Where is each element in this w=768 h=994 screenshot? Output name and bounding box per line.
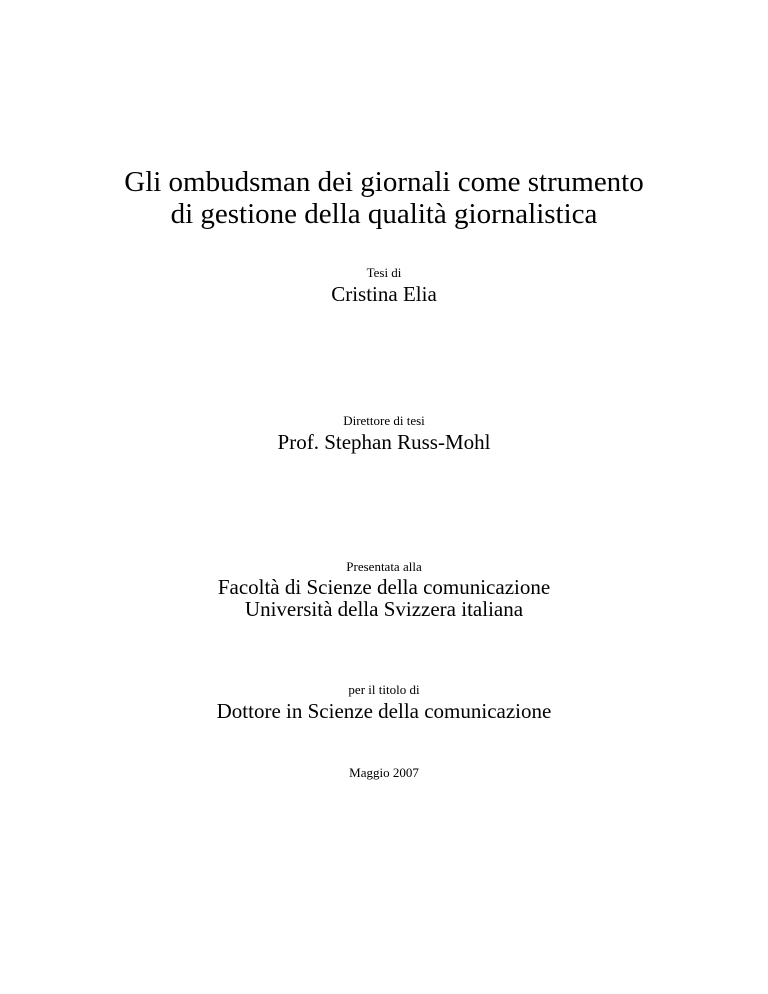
- advisor-label: Direttore di tesi: [343, 413, 425, 428]
- title-line-1: Gli ombudsman dei giornali come strumento: [124, 166, 644, 198]
- university-name: Università della Svizzera italiana: [244, 597, 524, 621]
- author-name: Cristina Elia: [331, 282, 437, 306]
- degree-label: per il titolo di: [348, 682, 420, 697]
- submission-date: Maggio 2007: [349, 765, 419, 780]
- faculty-name: Facoltà di Scienze della comunicazione: [217, 575, 551, 599]
- degree-name: Dottore in Scienze della comunicazione: [216, 699, 552, 723]
- advisor-name: Prof. Stephan Russ-Mohl: [277, 430, 491, 454]
- author-label: Tesi di: [366, 265, 402, 280]
- presented-label: Presentata alla: [346, 559, 422, 574]
- title-line-2: di gestione della qualità giornalistica: [170, 198, 598, 230]
